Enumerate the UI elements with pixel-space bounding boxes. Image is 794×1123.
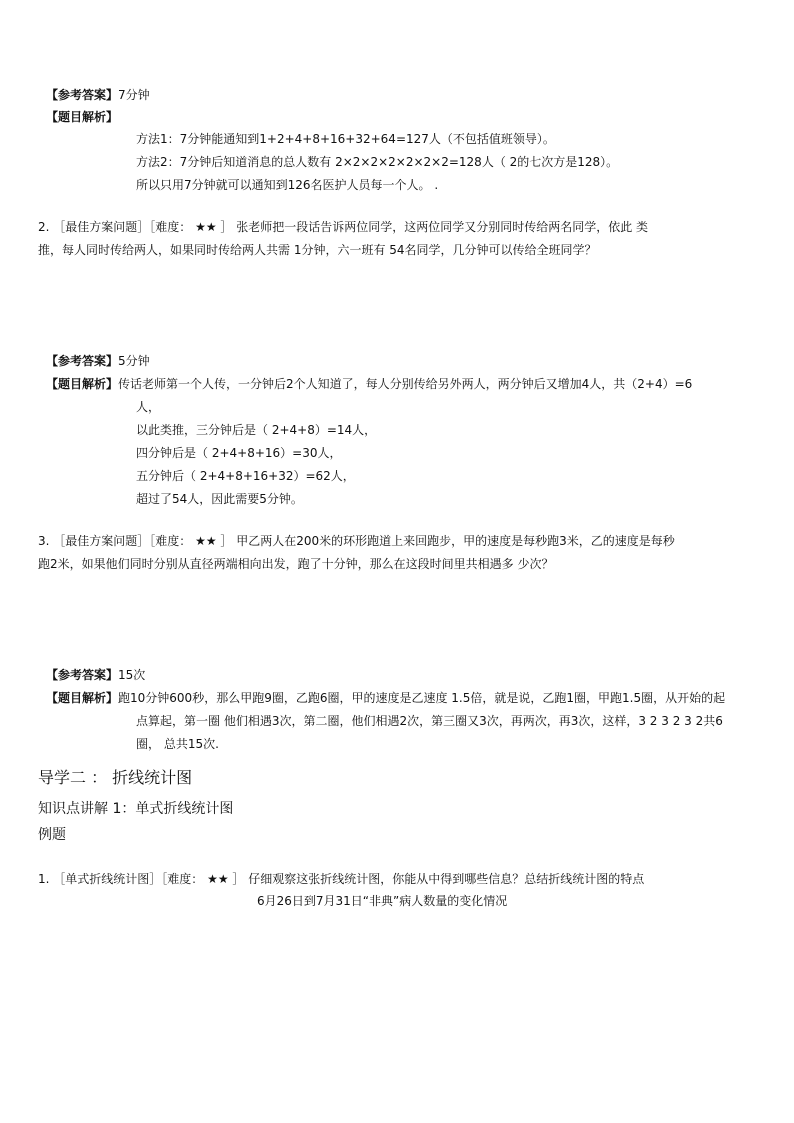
q2-analysis-line: 五分钟后（ 2+4+8+16+32）=62人， bbox=[136, 469, 355, 483]
q1-analysis-line: 所以只用7分钟就可以通知到126名医护人员每一个人。 . bbox=[136, 178, 439, 192]
q2-analysis bbox=[46, 376, 692, 392]
analysis-label: 【题目解析】 bbox=[46, 377, 119, 391]
analysis-first-line: 传话老师第一个人传，一分钟后2个人知道了，每人分别传给另外两人，两分钟后又增加4人，共（2+4）=6 bbox=[118, 377, 693, 391]
q2-text: 2. ［最佳方案问题］［难度： ★★ ］ 张老师把一段话告诉两位同学，这两位同学又分别同时传给两名同学，依此 类 bbox=[38, 220, 649, 234]
analysis-label: 【题目解析】 bbox=[46, 691, 119, 705]
answer-label: 【参考答案】 bbox=[46, 354, 119, 368]
answer-value: 7分钟 bbox=[118, 88, 150, 102]
q2-analysis-line: 人， bbox=[136, 400, 161, 414]
answer-value: 15次 bbox=[118, 668, 146, 682]
analysis-first-line: 跑10分钟600秒，那么甲跑9圈，乙跑6圈，甲的速度是乙速度 1.5倍，就是说，乙跑1圈，甲跑1.5圈，从开始的起 bbox=[118, 691, 726, 705]
answer-label: 【参考答案】 bbox=[46, 88, 119, 102]
q2-analysis-line: 超过了54人，因此需要5分钟。 bbox=[136, 492, 303, 506]
q1-analysis-line: 方法2：7分钟后知道消息的总人数有 2×2×2×2×2×2×2=128人（ 2的七次方是128）。 bbox=[136, 155, 619, 169]
q4-text: 1. ［单式折线统计图］［难度： ★★ ］ 仔细观察这张折线统计图，你能从中得到哪些信息？总结折线统计图的特点 bbox=[38, 872, 645, 886]
chart-caption: 6月26日到7月31日“非典”病人数量的变化情况 bbox=[257, 894, 508, 908]
q3-analysis-line: 圈， 总共15次. bbox=[136, 737, 219, 751]
q1-analysis-label: 【题目解析】 bbox=[46, 110, 119, 124]
example-label: 例题 bbox=[38, 827, 66, 843]
q3-analysis-line: 点算起，第一圈 他们相遇3次，第二圈，他们相遇2次，第三圈又3次，再两次，再3次，这样，3 2 3 2 3 2共6 bbox=[136, 714, 723, 728]
q3-text: 3. ［最佳方案问题］［难度： ★★ ］ 甲乙两人在200米的环形跑道上来回跑步，甲的速度是每秒跑3米，乙的速度是每秒 bbox=[38, 534, 675, 548]
answer-label: 【参考答案】 bbox=[46, 668, 119, 682]
section-title: 导学二 ： 折线统计图 bbox=[38, 768, 193, 787]
q1-analysis-line: 方法1：7分钟能通知到1+2+4+8+16+32+64=127人（不包括值班领导）。 bbox=[136, 132, 555, 146]
q3-text: 跑2米，如果他们同时分别从直径两端相向出发，跑了十分钟，那么在这段时间里共相遇多 少次？ bbox=[38, 557, 554, 571]
q2-answer bbox=[46, 353, 150, 369]
answer-value: 5分钟 bbox=[118, 354, 150, 368]
q3-analysis bbox=[46, 690, 725, 706]
q3-answer bbox=[46, 667, 145, 683]
q2-analysis-line: 以此类推，三分钟后是（ 2+4+8）=14人， bbox=[136, 423, 377, 437]
section-subtitle: 知识点讲解 1：单式折线统计图 bbox=[38, 801, 234, 817]
q1-answer bbox=[46, 87, 150, 103]
q2-text: 推，每人同时传给两人，如果同时传给两人共需 1分钟，六一班有 54名同学，几分钟可以传给全班同学？ bbox=[38, 243, 597, 257]
q2-analysis-line: 四分钟后是（ 2+4+8+16）=30人， bbox=[136, 446, 342, 460]
